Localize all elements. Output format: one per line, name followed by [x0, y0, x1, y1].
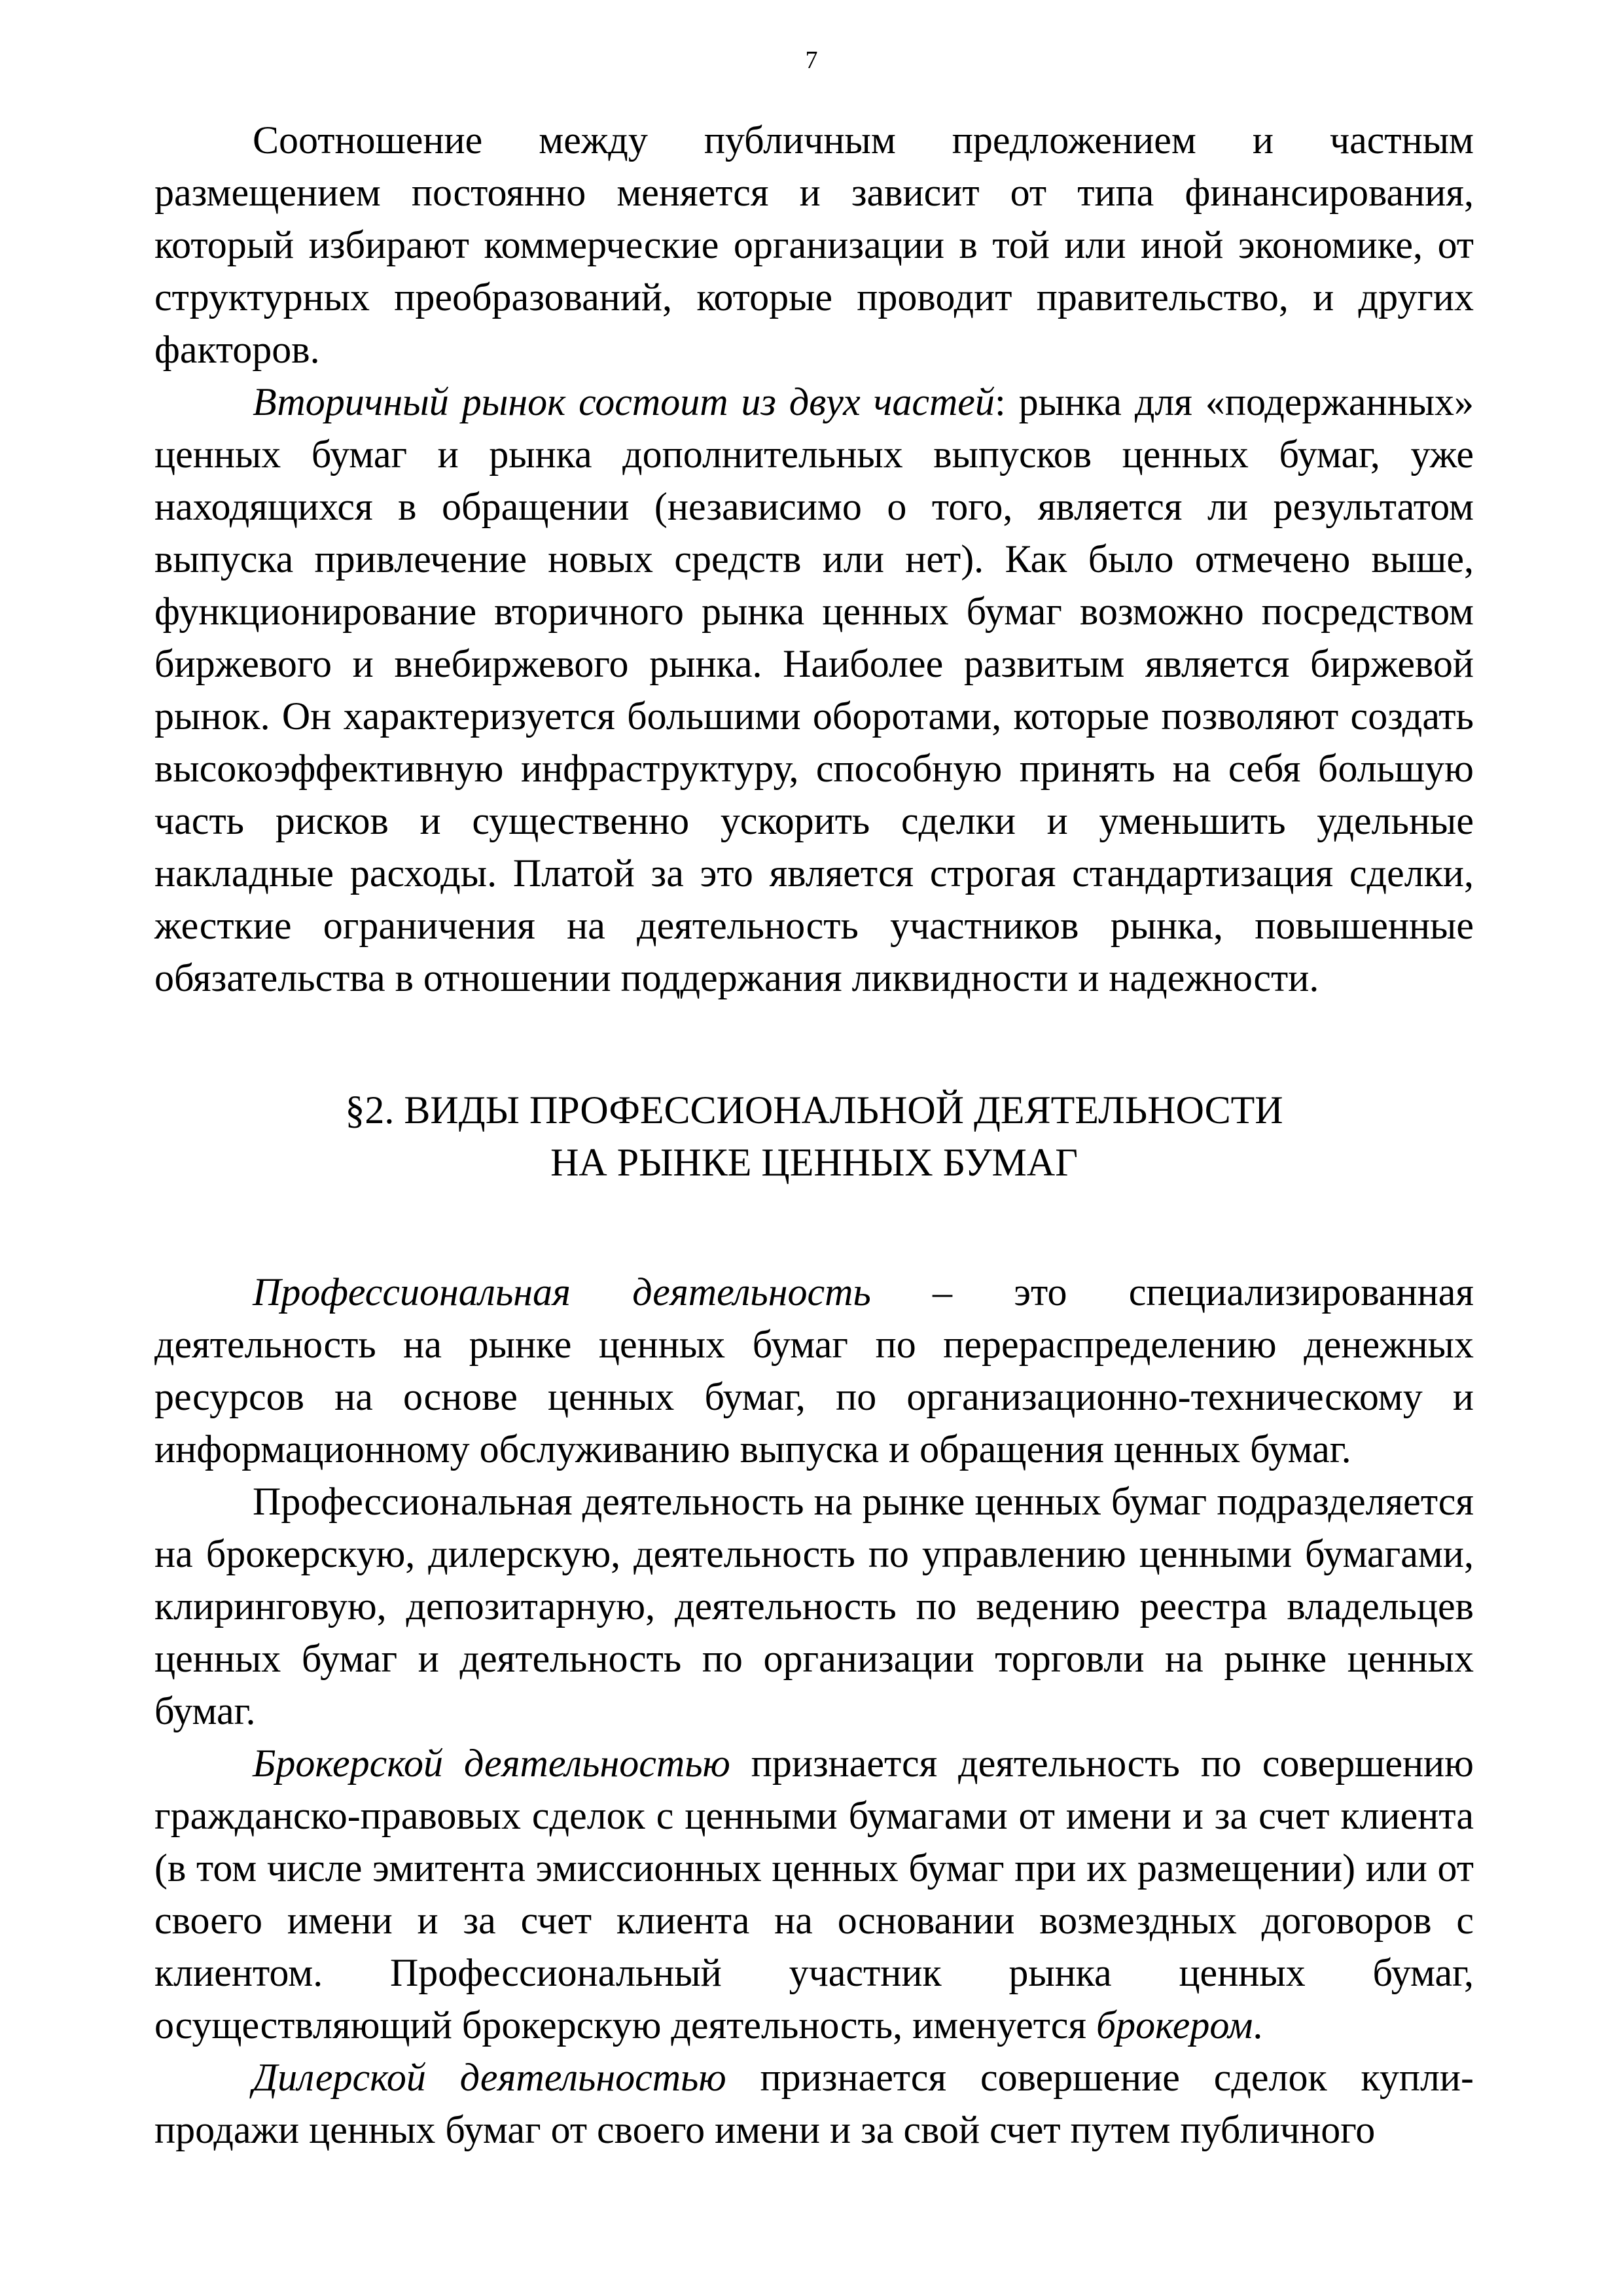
page-content — [154, 114, 1474, 2156]
paragraph-text: – это специализированная деятельность на рынке ценных бумаг по перераспределению денежных ресурсов на основе ценных бумаг, по организационно-техническому и информационному обслуживанию выпуска и обращения ценных бумаг. — [154, 1270, 1474, 1471]
paragraph-text: Профессиональная деятельность на рынке ценных бумаг подразделяется на брокерскую, дилерскую, деятельность по управлению ценными бумагами, клиринговую, депозитарную, деятельность по ведению реестра владельцев ценных бумаг и деятельность по организации торговли на рынке ценных бумаг. — [154, 1480, 1474, 1732]
paragraph-italic-term: брокером — [1096, 2003, 1253, 2047]
paragraph-italic-lead: Дилерской деятельностью — [253, 2056, 726, 2099]
paragraph-secondary-market — [154, 376, 1474, 1004]
section-heading — [154, 1084, 1474, 1189]
paragraph-italic-lead: Профессиональная деятельность — [253, 1270, 871, 1314]
paragraph-italic-lead: Брокерской деятельностью — [253, 1742, 730, 1785]
paragraph-public-vs-private — [154, 114, 1474, 376]
page-number: 7 — [805, 46, 818, 74]
paragraph-dealer — [154, 2051, 1474, 2156]
paragraph-text: признается совершение сделок купли-продажи ценных бумаг от своего имени и за свой счет путем публичного — [154, 2056, 1474, 2151]
paragraph-brokerage — [154, 1737, 1474, 2051]
paragraph-professional-activity — [154, 1266, 1474, 1475]
section-heading-line2: НА РЫНКЕ ЦЕННЫХ БУМАГ — [550, 1141, 1078, 1184]
paragraph-text: : рынка для «подержанных» ценных бумаг и рынка дополнительных выпусков ценных бумаг, уже находящихся в обращении (независимо о того, является ли результатом выпуска привлечение новых средств или нет). Как было отмечено выше, функционирование вторичного рынка ценных бумаг возможно посредством биржевого и внебиржевого рынка. Наиболее развитым является биржевой рынок. Он характеризуется большими оборотами, которые позволяют создать высокоэффективную инфраструктуру, способную принять на себя большую часть рисков и существенно ускорить сделки и уменьшить удельные накладные расходы. Платой за это является строгая стандартизация сделки, жесткие ограничения на деятельность участников рынка, повышенные обязательства в отношении поддержания ликвидности и надежности. — [154, 380, 1474, 999]
paragraph-italic-lead: Вторичный рынок состоит из двух частей — [253, 380, 995, 423]
paragraph-activity-types — [154, 1475, 1474, 1737]
paragraph-text: признается деятельность по совершению гражданско-правовых сделок с ценными бумагами от имени и за счет клиента (в том числе эмитента эмиссионных ценных бумаг при их размещении) или от своего имени и за счет клиента на основании возмездных договоров с клиентом. Профессиональный участник рынка ценных бумаг, осуществляющий брокерскую деятельность, именуется — [154, 1742, 1474, 2047]
paragraph-text-end: . — [1253, 2003, 1263, 2047]
section-heading-line1: §2. ВИДЫ ПРОФЕССИОНАЛЬНОЙ ДЕЯТЕЛЬНОСТИ — [345, 1088, 1283, 1132]
paragraph-text: Соотношение между публичным предложением и частным размещением постоянно меняется и зависит от типа финансирования, который избирают коммерческие организации в той или иной экономике, от структурных преобразований, которые проводит правительство, и других факторов. — [154, 118, 1474, 371]
